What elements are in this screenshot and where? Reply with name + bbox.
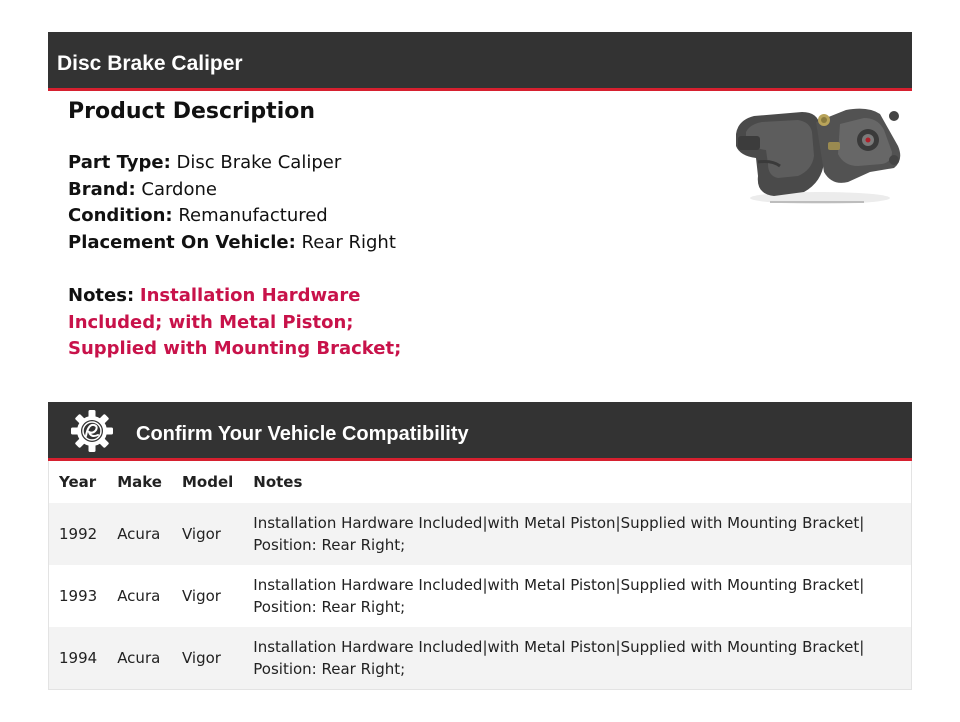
spec-value: Disc Brake Caliper xyxy=(176,152,342,173)
column-make: Make xyxy=(107,461,172,503)
compatibility-table xyxy=(48,461,912,690)
gear-logo-icon xyxy=(70,409,114,453)
spec-key: Brand: xyxy=(68,178,136,200)
spec-placement xyxy=(68,230,668,257)
spec-condition xyxy=(68,203,668,230)
cell-make: Acura xyxy=(107,565,172,627)
brake-caliper-photo xyxy=(728,102,908,210)
table-row xyxy=(49,627,912,690)
cell-notes: Installation Hardware Included|with Metal Piston|Supplied with Mounting Bracket| Position: Rear Right; xyxy=(243,503,911,565)
cell-notes: Installation Hardware Included|with Metal Piston|Supplied with Mounting Bracket| Position: Rear Right; xyxy=(243,627,911,690)
spec-value: Rear Right xyxy=(301,231,396,253)
product-description xyxy=(68,96,668,363)
table-row xyxy=(49,503,912,565)
spec-key: Part Type: xyxy=(68,152,171,173)
product-title-bar xyxy=(48,32,912,91)
spec-key: Placement On Vehicle: xyxy=(68,231,296,253)
cell-year: 1994 xyxy=(49,627,108,690)
table-row xyxy=(49,565,912,627)
column-model: Model xyxy=(172,461,243,503)
cell-make: Acura xyxy=(107,627,172,690)
cell-year: 1993 xyxy=(49,565,108,627)
notes-value: Installation Hardware Included; with Metal Piston; Supplied with Mounting Bracket; xyxy=(68,285,402,359)
compatibility-bar xyxy=(48,402,912,461)
spec-part-type xyxy=(68,150,668,177)
product-title: Disc Brake Caliper xyxy=(57,52,243,75)
table-header-row xyxy=(49,461,912,503)
column-year: Year xyxy=(49,461,108,503)
image-caption xyxy=(770,201,864,203)
spec-brand xyxy=(68,177,668,204)
cell-model: Vigor xyxy=(172,627,243,690)
spec-value: Cardone xyxy=(141,178,217,200)
description-heading: Product Description xyxy=(68,99,316,124)
compatibility-title: Confirm Your Vehicle Compatibility xyxy=(136,423,469,445)
spec-key: Condition: xyxy=(68,205,173,226)
cell-model: Vigor xyxy=(172,503,243,565)
spec-value: Remanufactured xyxy=(178,205,328,226)
cell-year: 1992 xyxy=(49,503,108,565)
notes-label: Notes: xyxy=(68,285,135,306)
cell-notes: Installation Hardware Included|with Metal Piston|Supplied with Mounting Bracket| Position: Rear Right; xyxy=(243,565,911,627)
cell-model: Vigor xyxy=(172,565,243,627)
column-notes: Notes xyxy=(243,461,911,503)
product-notes xyxy=(68,283,438,363)
spec-list xyxy=(68,150,668,256)
cell-make: Acura xyxy=(107,503,172,565)
